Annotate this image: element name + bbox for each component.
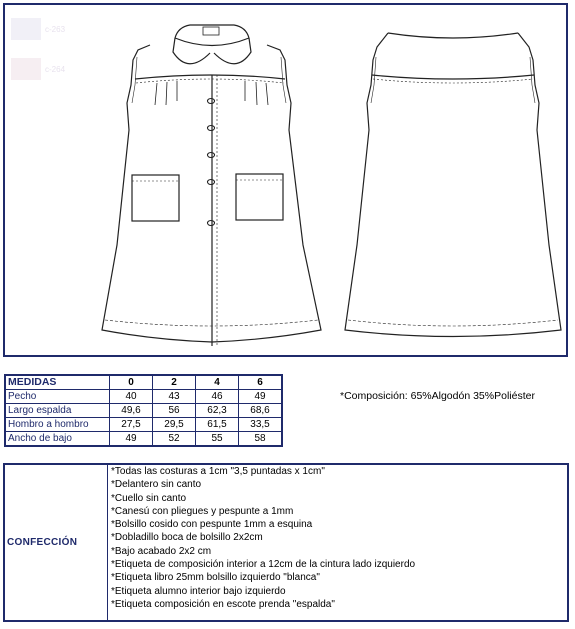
list-item: *Etiqueta alumno interior bajo izquierdo [111, 585, 286, 597]
list-item: *Bajo acabado 2x2 cm [111, 545, 212, 557]
swatch-label: c-264 [45, 64, 66, 74]
cell-value: 61,5 [196, 418, 239, 432]
cell-value: 68,6 [239, 404, 283, 418]
confeccion-list [108, 465, 415, 620]
front-view-drawing [102, 25, 321, 346]
swatch-label: c-263 [45, 24, 66, 34]
list-item: *Cuello sin canto [111, 492, 187, 504]
cell-value: 46 [196, 390, 239, 404]
list-item: *Bolsillo cosido con pespunte 1mm a esquina [111, 519, 313, 531]
cell-value: 49 [239, 390, 283, 404]
row-label: Hombro a hombro [5, 418, 110, 432]
cell-value: 62,3 [196, 404, 239, 418]
confeccion-title: CONFECCIÓN [5, 465, 108, 620]
cell-value: 33,5 [239, 418, 283, 432]
confeccion-section [3, 463, 569, 622]
list-item: *Etiqueta libro 25mm bolsillo izquierdo "blanca" [111, 572, 320, 584]
measurements-table [4, 374, 283, 447]
cell-value: 43 [153, 390, 196, 404]
size-header: 4 [196, 375, 239, 390]
row-label: Ancho de bajo [5, 432, 110, 447]
list-item: *Canesú con pliegues y pespunte a 1mm [111, 505, 294, 517]
cell-value: 40 [110, 390, 153, 404]
size-header: 0 [110, 375, 153, 390]
cell-value: 27,5 [110, 418, 153, 432]
cell-value: 29,5 [153, 418, 196, 432]
row-label: Largo espalda [5, 404, 110, 418]
cell-value: 49,6 [110, 404, 153, 418]
table-row [5, 418, 282, 432]
list-item: *Delantero sin canto [111, 479, 202, 491]
cell-value: 49 [110, 432, 153, 447]
back-view-drawing [345, 33, 561, 337]
technical-sketch-panel [3, 3, 568, 357]
composition-note: *Composición: 65%Algodón 35%Poliéster [340, 390, 535, 402]
size-header: 2 [153, 375, 196, 390]
table-row [5, 432, 282, 447]
list-item: *Todas las costuras a 1cm "3,5 puntadas x 1cm" [111, 466, 325, 477]
list-item: *Etiqueta de composición interior a 12cm de la cintura lado izquierdo [111, 559, 416, 571]
cell-value: 58 [239, 432, 283, 447]
size-header: 6 [239, 375, 283, 390]
garment-drawings [5, 5, 566, 355]
list-item: *Etiqueta composición en escote prenda "espalda" [111, 598, 335, 610]
table-header-label: MEDIDAS [5, 375, 110, 390]
cell-value: 52 [153, 432, 196, 447]
cell-value: 55 [196, 432, 239, 447]
table-header-row [5, 375, 282, 390]
row-label: Pecho [5, 390, 110, 404]
list-item: *Dobladillo boca de bolsillo 2x2cm [111, 532, 263, 544]
table-row [5, 390, 282, 404]
table-row [5, 404, 282, 418]
cell-value: 56 [153, 404, 196, 418]
